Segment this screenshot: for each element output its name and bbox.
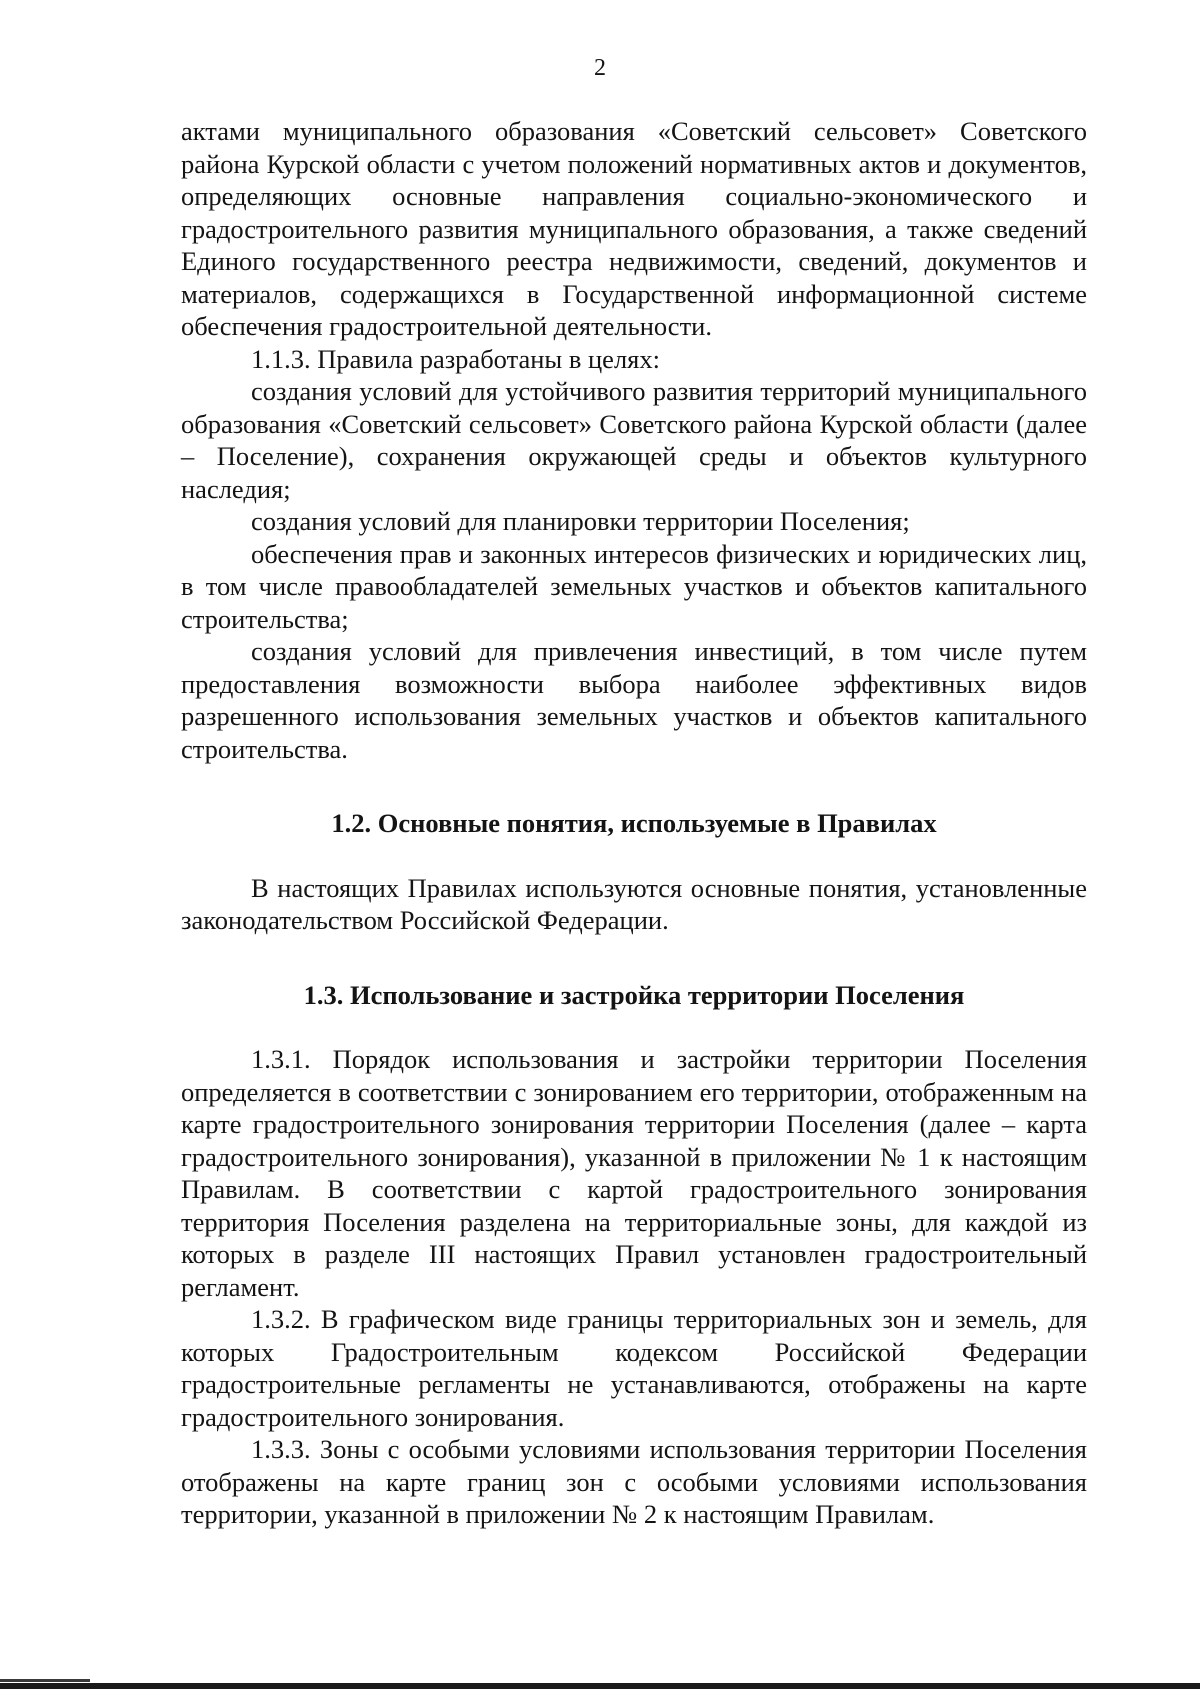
spacer [181, 1011, 1087, 1043]
spacer [181, 840, 1087, 872]
paragraph-goal-planning: создания условий для планировки территории Поселения; [251, 506, 910, 536]
page-number: 2 [594, 55, 606, 81]
section-heading-1-3: 1.3. Использование и застройка территории Поселения [303, 979, 965, 1010]
scan-edge-line [0, 1679, 90, 1682]
paragraph-goal-investments: создания условий для привлечения инвестиций, в том числе путем предоставления возможности выбора наиболее эффективных видов разрешенного использования земельных участков и объектов капитального строительства. [181, 636, 1087, 764]
paragraph-1-3-2: 1.3.2. В графическом виде границы территориальных зон и земель, для которых Градостроительным кодексом Российской Федерации градостроительные регламенты не устанавливаются, отображены на карте градостроительного зонирования. [181, 1304, 1087, 1432]
paragraph-1-2-text: В настоящих Правилах используются основные понятия, установленные законодательством Российской Федерации. [181, 872, 1087, 935]
paragraph-1-3-3: 1.3.3. Зоны с особыми условиями использования территории Поселения отображены на карте границ зон с особыми условиями использования территории, указанной в приложении № 2 к настоящим Правилам. [181, 1434, 1087, 1529]
spacer [181, 937, 1087, 979]
paragraph-continuation: актами муниципального образования «Советский сельсовет» Советского района Курской области с учетом положений нормативных актов и документов, определяющих основные направления социально-экономического и градостроительного развития муниципального образования, а также сведений Единого государственного реестра недвижимости, сведений, документов и материалов, содержащихся в Государственной информационной системе обеспечения градостроительной деятельности. [181, 116, 1087, 341]
paragraph-1-1-3: 1.1.3. Правила разработаны в целях: [251, 343, 660, 374]
section-heading-1-2: 1.2. Основные понятия, используемые в Правилах [331, 808, 937, 838]
document-body [181, 115, 1087, 1531]
paragraph-goal-rights: обеспечения прав и законных интересов физических и юридических лиц, в том числе правообладателей земельных участков и объектов капитального строительства; [181, 538, 1087, 634]
paragraph-1-3-1: 1.3.1. Порядок использования и застройки территории Поселения определяется в соответствии с зонированием его территории, отображенным на карте градостроительного зонирования территории Поселения (далее – карта градостроительного зонирования), указанной в приложении № 1 к настоящим Правилам. В соответствии с картой градостроительного зонирования территория Поселения разделена на территориальные зоны, для каждой из которых в разделе III настоящих Правил установлен градостроительный регламент. [181, 1044, 1087, 1302]
paragraph-goal-sustainable-development: создания условий для устойчивого развития территорий муниципального образования «Советский сельсовет» Советского района Курской области (далее – Поселение), сохранения окружающей среды и объектов культурного наследия; [181, 376, 1087, 504]
spacer [181, 765, 1087, 807]
scan-bottom-line [0, 1683, 1200, 1689]
